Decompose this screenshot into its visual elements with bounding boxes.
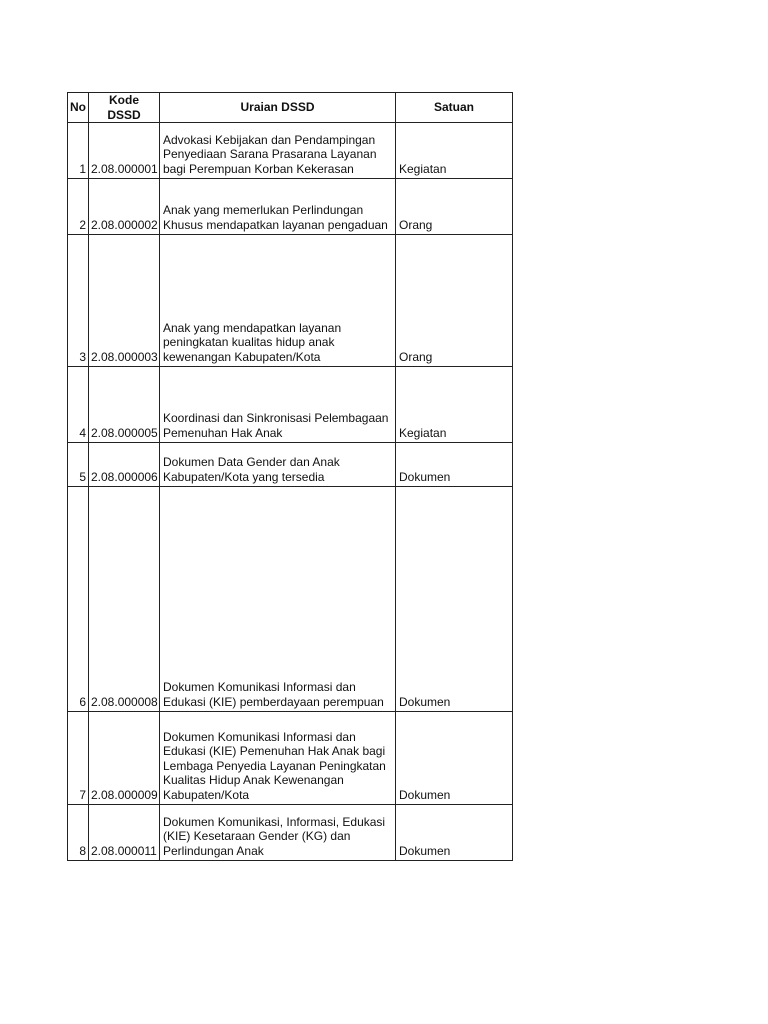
cell-kode: 2.08.000008 [89,487,160,712]
cell-no: 6 [68,487,89,712]
cell-no: 5 [68,443,89,487]
dssd-table [67,92,513,861]
table-row [68,487,513,712]
header-no: No [68,93,89,123]
cell-no: 3 [68,235,89,367]
cell-kode: 2.08.000003 [89,235,160,367]
cell-kode: 2.08.000011 [89,805,160,861]
table-row [68,179,513,235]
cell-satuan: Dokumen [396,712,513,805]
cell-no: 1 [68,123,89,179]
table-row [68,367,513,443]
cell-satuan: Orang [396,179,513,235]
header-kode-dssd: Kode DSSD [89,93,160,123]
cell-no: 2 [68,179,89,235]
cell-uraian: Koordinasi dan Sinkronisasi Pelembagaan Pemenuhan Hak Anak [160,367,396,443]
cell-satuan: Dokumen [396,487,513,712]
table-row [68,712,513,805]
header-uraian-dssd: Uraian DSSD [160,93,396,123]
cell-satuan: Kegiatan [396,123,513,179]
cell-uraian: Anak yang mendapatkan layanan peningkatan kualitas hidup anak kewenangan Kabupaten/Kota [160,235,396,367]
cell-kode: 2.08.000009 [89,712,160,805]
cell-uraian: Advokasi Kebijakan dan Pendampingan Penyediaan Sarana Prasarana Layanan bagi Perempuan Korban Kekerasan [160,123,396,179]
cell-uraian: Dokumen Komunikasi Informasi dan Edukasi (KIE) pemberdayaan perempuan [160,487,396,712]
cell-satuan: Kegiatan [396,367,513,443]
cell-kode: 2.08.000002 [89,179,160,235]
cell-uraian: Dokumen Data Gender dan Anak Kabupaten/Kota yang tersedia [160,443,396,487]
cell-no: 8 [68,805,89,861]
table-row [68,123,513,179]
cell-uraian: Dokumen Komunikasi, Informasi, Edukasi (KIE) Kesetaraan Gender (KG) dan Perlindungan Anak [160,805,396,861]
table-row [68,235,513,367]
cell-uraian: Anak yang memerlukan Perlindungan Khusus mendapatkan layanan pengaduan [160,179,396,235]
cell-kode: 2.08.000005 [89,367,160,443]
table-row [68,443,513,487]
cell-satuan: Dokumen [396,805,513,861]
cell-no: 4 [68,367,89,443]
cell-satuan: Dokumen [396,443,513,487]
cell-kode: 2.08.000001 [89,123,160,179]
header-satuan: Satuan [396,93,513,123]
cell-satuan: Orang [396,235,513,367]
table-row [68,805,513,861]
cell-no: 7 [68,712,89,805]
cell-kode: 2.08.000006 [89,443,160,487]
cell-uraian: Dokumen Komunikasi Informasi dan Edukasi (KIE) Pemenuhan Hak Anak bagi Lembaga Penyedia Layanan Peningkatan Kualitas Hidup Anak Kewenangan Kabupaten/Kota [160,712,396,805]
table-header-row [68,93,513,123]
